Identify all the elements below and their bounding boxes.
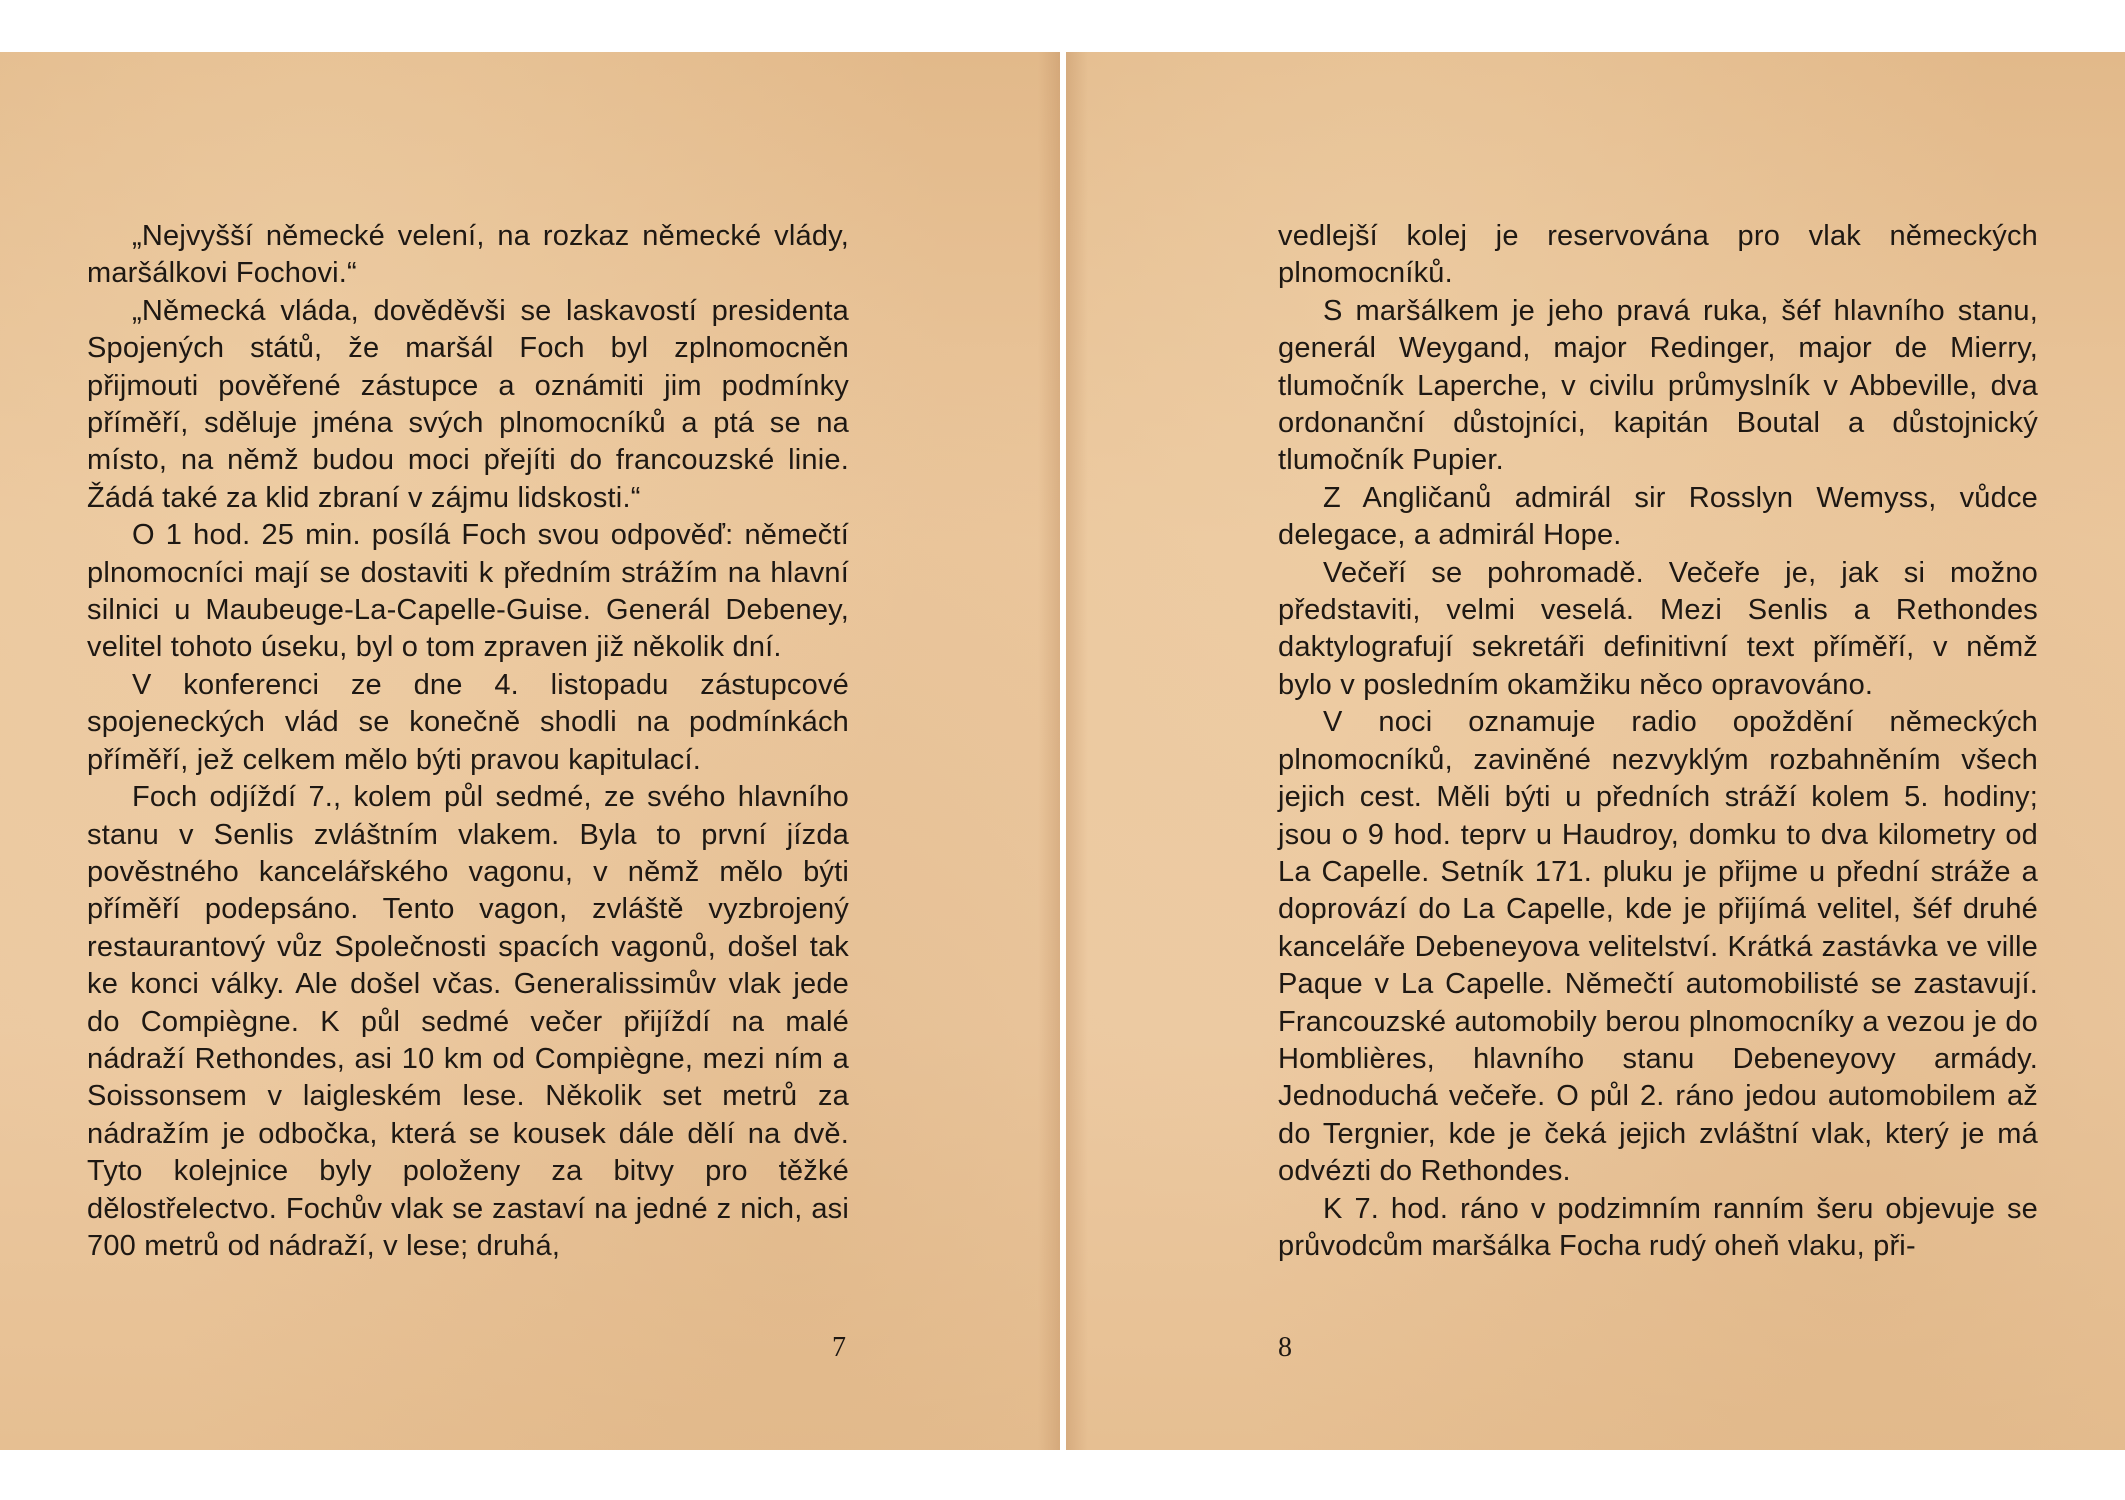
paragraph: V konferenci ze dne 4. listopadu zástupcové spojeneckých vlád se konečně shodli na podmínkách příměří, jež celkem mělo býti pravou kapitulací. (87, 668, 849, 776)
right-page (1066, 52, 2125, 1450)
paragraph: K 7. hod. ráno v podzimním ranním šeru objevuje se průvodcům maršálka Focha rudý oheň vlaku, při- (1278, 1192, 2038, 1262)
right-page-text (1278, 218, 2038, 1265)
paragraph: Z Angličanů admirál sir Rosslyn Wemyss, vůdce delegace, a admirál Hope. (1278, 481, 2038, 552)
paragraph: V noci oznamuje radio opoždění německých plnomocníků, zaviněné nezvyklým rozbahněním všech jejich cest. Měli býti u předních stráží kolem 5. hodiny; jsou o 9 hod. teprv u Haudroy, domku to dva kilometry od La Capelle. Setník 171. pluku je přijme u přední stráže a doprovází do La Capelle, kde je přijímá velitel, šéf druhé kanceláře Debeneyova velitelství. Krátká zastávka ve ville Paque v La Capelle. Němečtí automobilisté se zastavují. Francouzské automobily berou plnomocníky a vezou je do Homblières, hlavního stanu Debeneyovy armády. Jednoduchá večeře. O půl 2. ráno jedou automobilem až do Tergnier, kde je čeká jejich zvláštní vlak, který je má odvézti do Rethondes. (1278, 706, 2038, 1188)
paragraph: „Nejvyšší německé velení, na rozkaz německé vlády, maršálkovi Fochovi.“ (87, 220, 849, 290)
paragraph: Foch odjíždí 7., kolem půl sedmé, ze svého hlavního stanu v Senlis zvláštním vlakem. Byla to první jízda pověstného kancelářského vagonu, v němž mělo býti příměří podepsáno. Tento vagon, zvláště vyzbrojený restaurantový vůz Společnosti spacích vagonů, došel tak ke konci války. Ale došel včas. Generalissimův vlak jede do Compiègne. K půl sedmé večer přijíždí na malé nádraží Rethondes, asi 10 km od Compiègne, mezi ním a Soissonsem v laigleském lese. Několik set metrů za nádražím je odbočka, která se kousek dále dělí na dvě. Tyto kolejnice byly položeny za bitvy pro těžké dělostřelectvo. Fochův vlak se zastaví na jedné z nich, asi 700 metrů od nádraží, v lese; druhá, (87, 781, 849, 1262)
left-page-text (87, 218, 849, 1265)
paragraph: Večeří se pohromadě. Večeře je, jak si možno představiti, velmi veselá. Mezi Senlis a Rethondes daktylografují sekretáři definitivní text příměří, v němž bylo v posledním okamžiku něco opravováno. (1278, 556, 2038, 701)
paragraph: „Německá vláda, dověděvši se laskavostí presidenta Spojených států, že maršál Foch byl zplnomocněn přijmouti pověřené zástupce a oznámiti jim podmínky příměří, sděluje jména svých plnomocníků a ptá se na místo, na němž budou moci přejíti do francouzské linie. Žádá také za klid zbraní v zájmu lidskosti.“ (87, 294, 849, 514)
paragraph: O 1 hod. 25 min. posílá Foch svou odpověď: němečtí plnomocníci mají se dostaviti k předním strážím na hlavní silnici u Maubeuge-La-Capelle-Guise. Generál Debeney, velitel tohoto úseku, byl o tom zpraven již několik dní. (87, 519, 849, 664)
gutter-shadow-left (1038, 52, 1060, 1450)
paragraph: S maršálkem je jeho pravá ruka, šéf hlavního stanu, generál Weygand, major Redinger, major de Mierry, tlumočník Laperche, v civilu průmyslník v Abbeville, dva ordonanční důstojníci, kapitán Boutal a důstojnický tlumočník Pupier. (1278, 294, 2038, 477)
page-number: 8 (1278, 1332, 1292, 1363)
paragraph: vedlejší kolej je reservována pro vlak německých plnomocníků. (1278, 220, 2038, 290)
left-page (0, 52, 1060, 1450)
gutter-shadow-right (1066, 52, 1088, 1450)
page-number: 7 (832, 1332, 846, 1363)
